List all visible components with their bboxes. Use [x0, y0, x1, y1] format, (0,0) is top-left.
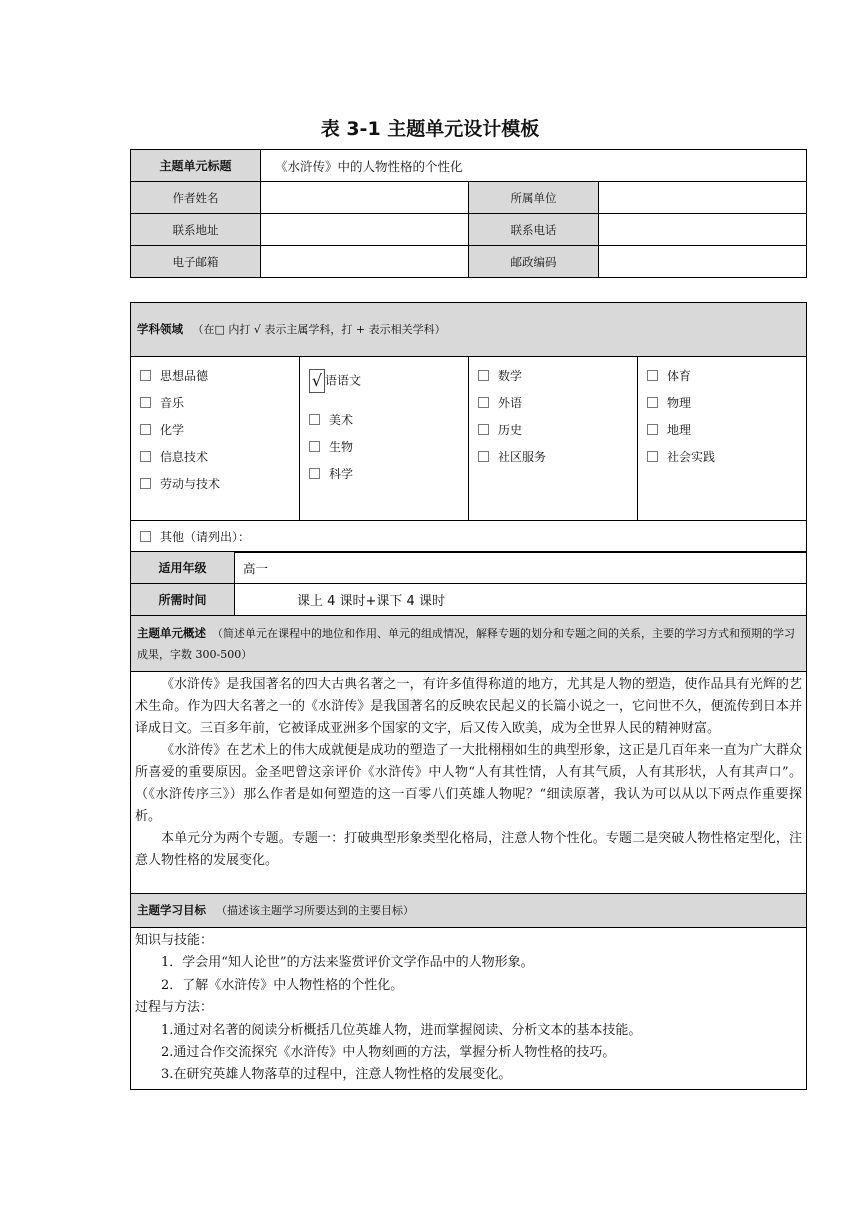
subject-item[interactable]: 化学 [140, 421, 299, 448]
subject-item[interactable]: 劳动与技术 [140, 475, 299, 502]
grade-value[interactable]: 高一 [235, 552, 807, 584]
zip-field[interactable] [599, 246, 807, 278]
goal-line: 2.通过合作交流探究《水浒传》中人物刻画的方法，掌握分析人物性格的技巧。 [161, 1045, 616, 1061]
email-label: 电子邮箱 [131, 246, 261, 278]
checkbox-icon[interactable] [647, 370, 658, 381]
overview-paragraph: 《水浒传》是我国著名的四大古典名著之一，有许多值得称道的地方，尤其是人物的塑造，使作品具有光辉的艺术生命。作为四大名著之一的《水浒传》是我国著名的反映农民起义的长篇小说之一，它问世不久，便流传到日本并译成日文。三百多年前，它被译成亚洲多个国家的文字，后又传入欧美，成为全世界人民的精神财富。 [135, 677, 802, 736]
info-table [130, 149, 807, 278]
phone-field[interactable] [599, 214, 807, 246]
subject-item[interactable]: 外语 [478, 394, 637, 421]
subject-col-4 [638, 357, 807, 521]
subject-item[interactable]: 社区服务 [478, 448, 637, 475]
subject-other[interactable]: 其他（请列出）： [131, 521, 807, 553]
author-label: 作者姓名 [131, 182, 261, 214]
goal-line: 2．了解《水浒传》中人物性格的个性化。 [161, 977, 404, 993]
checkbox-icon[interactable] [647, 424, 658, 435]
checkbox-icon[interactable] [478, 370, 489, 381]
checkbox-icon[interactable] [309, 468, 320, 479]
checkbox-icon[interactable] [478, 397, 489, 408]
overview-paragraph: 本单元分为两个专题。专题一：打破典型形象类型化格局，注意人物个性化。专题二是突破人物性格定型化，注意人物性格的发展变化。 [135, 831, 802, 868]
subject-col-2 [300, 357, 469, 521]
subject-item[interactable]: 历史 [478, 421, 637, 448]
subject-item[interactable]: 思想品德 [140, 367, 299, 394]
subjects-table [130, 302, 807, 553]
subjects-heading-bold: 学科领域 [137, 322, 183, 336]
goals-heading-note: （描述该主题学习所要达到的主要目标） [216, 904, 414, 917]
checkbox-icon[interactable] [140, 478, 151, 489]
time-label: 所需时间 [131, 584, 235, 616]
subject-item[interactable]: 音乐 [140, 394, 299, 421]
unit-title-value[interactable]: 《水浒传》中的人物性格的个性化 [261, 150, 807, 182]
checkbox-icon[interactable] [140, 424, 151, 435]
goal-line: 知识与技能： [135, 933, 214, 948]
subject-item[interactable]: 数学 [478, 367, 637, 394]
checkbox-icon[interactable] [647, 451, 658, 462]
checkbox-icon[interactable] [478, 451, 489, 462]
subject-item-chinese[interactable]: √ 语语文 [309, 369, 468, 411]
page-title: 表 3-1 主题单元设计模板 [320, 118, 540, 140]
overview-paragraph: 《水浒传》在艺术上的伟大成就便是成功的塑造了一大批栩栩如生的典型形象，这正是几百年来一直为广大群众所喜爱的重要原因。金圣吧曾这亲评价《水浒传》中人物“人有其性情，人有其气质，人有其形状，人有其声口”。（《水浒传序三》）那么作者是如何塑造的这一百零八们英雄人物呢？“细读原著，我认为可以从以下两点作重要探析。 [135, 743, 802, 824]
subject-item[interactable]: 美术 [309, 411, 468, 438]
time-value[interactable]: 课上 4 课时+课下 4 课时 [235, 584, 807, 616]
subject-item[interactable]: 生物 [309, 438, 468, 465]
address-field[interactable] [261, 214, 469, 246]
checkbox-icon[interactable] [647, 397, 658, 408]
check-mark-icon[interactable]: √ [309, 369, 325, 393]
subjects-heading-note: （在□ 内打 √ 表示主属学科，打 + 表示相关学科） [192, 323, 446, 336]
checkbox-icon[interactable] [478, 424, 489, 435]
goals-body [131, 928, 807, 1090]
subject-col-1 [131, 357, 300, 521]
org-label: 所属单位 [469, 182, 599, 214]
subject-item[interactable]: 信息技术 [140, 448, 299, 475]
subject-item[interactable]: 地理 [647, 421, 806, 448]
checkbox-icon[interactable] [140, 370, 151, 381]
subjects-heading [131, 303, 807, 357]
goals-heading-bold: 主题学习目标 [137, 903, 206, 917]
goal-line: 1．学会用“知人论世”的方法来鉴赏评价文学作品中的人物形象。 [161, 955, 534, 971]
email-field[interactable] [261, 246, 469, 278]
checkbox-icon[interactable] [309, 441, 320, 452]
checkbox-icon[interactable] [140, 531, 151, 542]
overview-heading-note: （简述单元在课程中的地位和作用、单元的组成情况，解释专题的划分和专题之间的关系，主要的学习方式和预期的学习成果，字数 300-500） [137, 626, 795, 661]
goals-heading [131, 894, 807, 928]
checkbox-icon[interactable] [309, 414, 320, 425]
goal-line: 3.在研究英雄人物落草的过程中，注意人物性格的发展变化。 [161, 1067, 512, 1083]
subject-col-3 [469, 357, 638, 521]
goal-line: 1.通过对名著的阅读分析概括几位英雄人物，进而掌握阅读、分析文本的基本技能。 [161, 1022, 642, 1038]
checkbox-icon[interactable] [140, 397, 151, 408]
unit-title-label: 主题单元标题 [131, 150, 261, 182]
detail-table [130, 551, 807, 1090]
goal-line: 过程与方法： [135, 1000, 214, 1016]
checkbox-icon[interactable] [140, 451, 151, 462]
address-label: 联系地址 [131, 214, 261, 246]
overview-body [131, 672, 807, 894]
overview-heading-bold: 主题单元概述 [137, 625, 206, 640]
overview-heading [131, 616, 807, 672]
subject-item[interactable]: 科学 [309, 465, 468, 492]
author-field[interactable] [261, 182, 469, 214]
subject-item[interactable]: 体育 [647, 367, 806, 394]
phone-label: 联系电话 [469, 214, 599, 246]
subject-item[interactable]: 物理 [647, 394, 806, 421]
grade-label: 适用年级 [131, 552, 235, 584]
zip-label: 邮政编码 [469, 246, 599, 278]
subject-item[interactable]: 社会实践 [647, 448, 806, 475]
org-field[interactable] [599, 182, 807, 214]
